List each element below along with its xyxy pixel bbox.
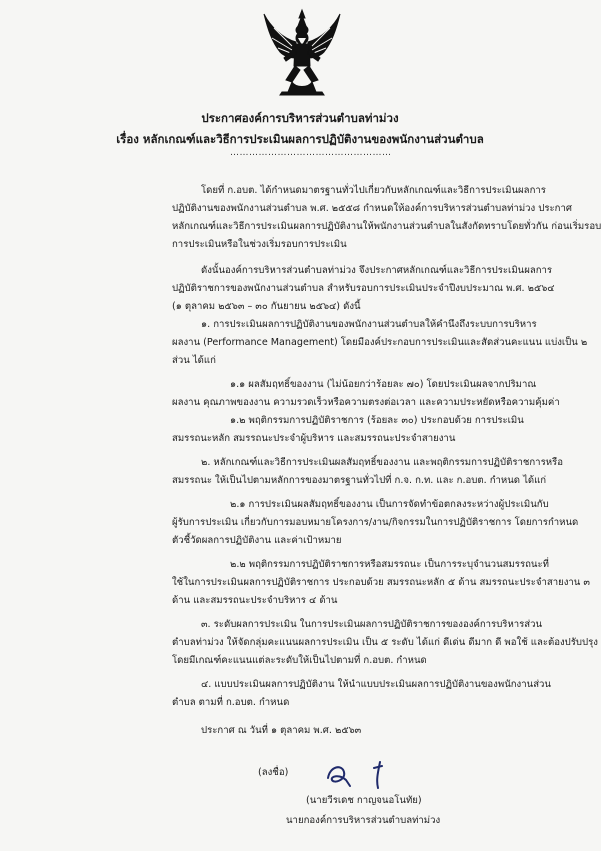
body-line: ๑. การประเมินผลการปฏิบัติงานของพนักงานส่วนตำบลให้คำนึงถึงระบบการบริหาร <box>201 319 537 330</box>
body-line: การประเมินหรือในช่วงเริ่มรอบการประเมิน <box>172 239 347 250</box>
title-separator: …………………………………………… <box>230 148 392 158</box>
body-line: ๒.๒ พฤติกรรมการปฏิบัติราชการหรือสมรรถนะ เป็นการระบุจำนวนสมรรถนะที่ <box>230 559 549 570</box>
signer-position: นายกองค์การบริหารส่วนตำบลท่าม่วง <box>286 815 441 826</box>
body-line: ๒. หลักเกณฑ์และวิธีการประเมินผลสัมฤทธิ์ของงาน และพฤติกรรมการปฏิบัติราชการหรือ <box>201 457 563 468</box>
body-line: ปฏิบัติงานของพนักงานส่วนตำบล พ.ศ. ๒๕๕๘ กำหนดให้องค์การบริหารส่วนตำบลท่าม่วง ประกาศ <box>172 203 572 214</box>
body-line: สมรรถนะ ให้เป็นไปตามหลักการของมาตรฐานทั่วไปที่ ก.จ. ก.ท. และ ก.อบต. กำหนด ได้แก่ <box>172 475 547 486</box>
body-line: ๔. แบบประเมินผลการปฏิบัติงาน ให้นำแบบประเมินผลการปฏิบัติงานของพนักงานส่วน <box>201 679 551 690</box>
body-line: ส่วน ได้แก่ <box>172 355 216 366</box>
body-line: ๒.๑ การประเมินผลสัมฤทธิ์ของงาน เป็นการจัดทำข้อตกลงระหว่างผู้ประเมินกับ <box>230 499 549 510</box>
announcement-title: ประกาศองค์การบริหารส่วนตำบลท่าม่วง <box>201 111 399 125</box>
body-line: (๑ ตุลาคม ๒๕๖๓ – ๓๐ กันยายน ๒๕๖๔) ดังนี้ <box>172 301 361 312</box>
body-line: ผลงาน (Performance Management) โดยมีองค์ประกอบการประเมินและสัดส่วนคะแนน แบ่งเป็น ๒ <box>172 337 588 348</box>
garuda-emblem-icon <box>262 8 342 96</box>
body-line: โดยที่ ก.อบต. ได้กำหนดมาตรฐานทั่วไปเกี่ยวกับหลักเกณฑ์และวิธีการประเมินผลการ <box>201 185 546 196</box>
body-line: ด้าน และสมรรถนะประจำบริหาร ๔ ด้าน <box>172 595 338 606</box>
body-line: ๓. ระดับผลการประเมิน ในการประเมินผลการปฏิบัติราชการขององค์การบริหารส่วน <box>201 619 543 630</box>
body-line: ปฏิบัติราชการของพนักงานส่วนตำบล สำหรับรอบการประเมินประจำปีงบประมาณ พ.ศ. ๒๕๖๔ <box>172 283 555 294</box>
body-line: ตำบลท่าม่วง ให้จัดกลุ่มคะแนนผลการประเมิน เป็น ๕ ระดับ ได้แก่ ดีเด่น ดีมาก ดี พอใช้ และต้องปรับปรุง <box>172 637 598 648</box>
handwritten-signature-icon <box>320 758 410 792</box>
body-line: ตำบล ตามที่ ก.อบต. กำหนด <box>172 697 290 708</box>
body-line: โดยมีเกณฑ์คะแนนแต่ละระดับให้เป็นไปตามที่ ก.อบต. กำหนด <box>172 655 427 666</box>
body-line: ผลงาน คุณภาพของงาน ความรวดเร็วหรือความตรงต่อเวลา และความประหยัดหรือความคุ้มค่า <box>172 397 560 408</box>
body-line: ตัวชี้วัดผลการปฏิบัติงาน และค่าเป้าหมาย <box>172 535 342 546</box>
signer-name: (นายวีรเดช กาญจนอโนทัย) <box>306 795 422 806</box>
body-line: ผู้รับการประเมิน เกี่ยวกับการมอบหมายโครงการ/งาน/กิจกรรมในการปฏิบัติราชการ โดยการกำหนด <box>172 517 579 528</box>
body-line: หลักเกณฑ์และวิธีการประเมินผลการปฏิบัติงานให้พนักงานส่วนตำบลในสังกัดทราบโดยทั่วกัน ก่อนเริ่มรอบ <box>172 221 601 232</box>
signed-label: (ลงชื่อ) <box>258 767 289 778</box>
announcement-date: ประกาศ ณ วันที่ ๑ ตุลาคม พ.ศ. ๒๕๖๓ <box>201 725 362 736</box>
body-line: ๑.๒ พฤติกรรมการปฏิบัติราชการ (ร้อยละ ๓๐) ประกอบด้วย การประเมิน <box>230 415 524 426</box>
body-line: ใช้ในการประเมินผลการปฏิบัติราชการ ประกอบด้วย สมรรถนะหลัก ๕ ด้าน สมรรถนะประจำสายงาน ๓ <box>172 577 590 588</box>
body-line: ดังนั้นองค์การบริหารส่วนตำบลท่าม่วง จึงประกาศหลักเกณฑ์และวิธีการประเมินผลการ <box>201 265 553 276</box>
body-line: สมรรถนะหลัก สมรรถนะประจำผู้บริหาร และสมรรถนะประจำสายงาน <box>172 433 456 444</box>
announcement-subject: เรื่อง หลักเกณฑ์และวิธีการประเมินผลการปฏิบัติงานของพนักงานส่วนตำบล <box>116 132 484 146</box>
body-line: ๑.๑ ผลสัมฤทธิ์ของงาน (ไม่น้อยกว่าร้อยละ ๗๐) โดยประเมินผลจากปริมาณ <box>230 379 537 390</box>
